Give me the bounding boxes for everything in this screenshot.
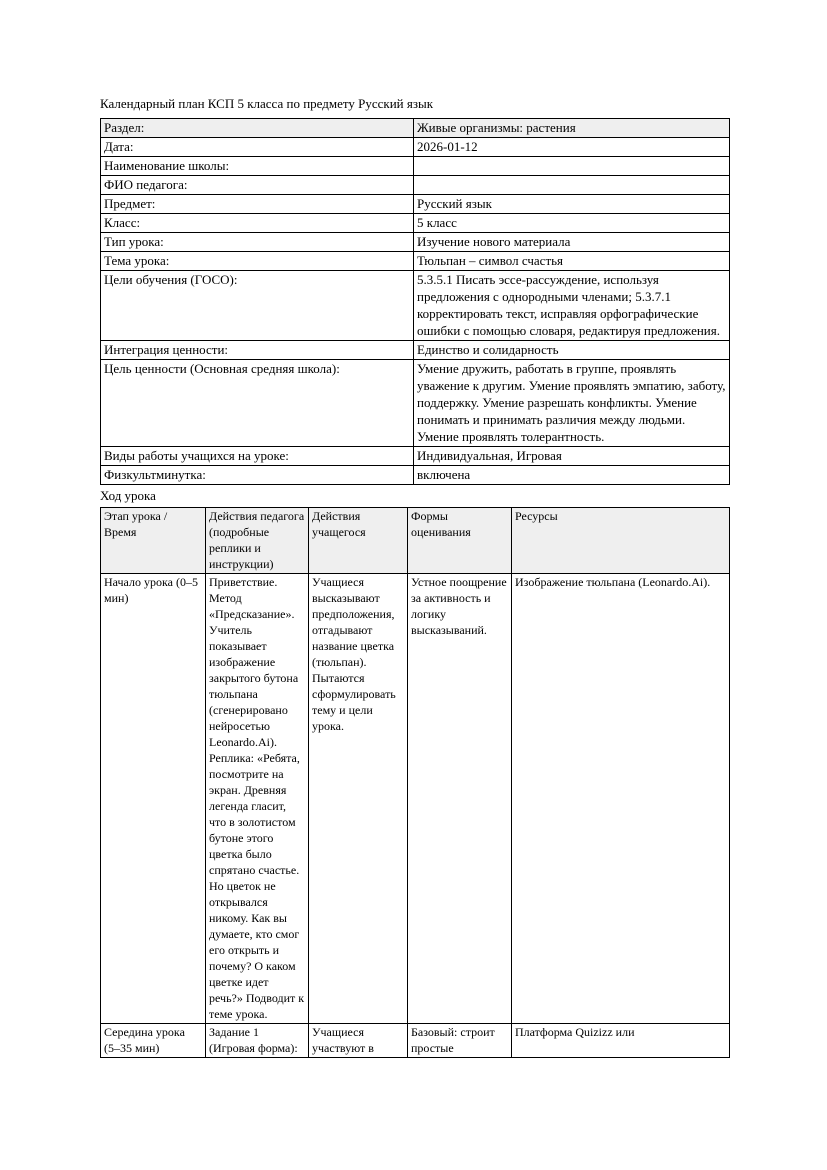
- info-label-cell: Физкультминутка:: [101, 466, 414, 485]
- info-label-cell: Цель ценности (Основная средняя школа):: [101, 360, 414, 447]
- plan-table-head: [101, 508, 730, 574]
- info-value-cell: Живые организмы: растения: [414, 119, 730, 138]
- info-table-row: [101, 466, 730, 485]
- plan-cell: Начало урока (0–5 мин): [101, 574, 206, 1024]
- plan-cell-clipped-text: Задание 1 (Игровая форма):: [209, 1025, 298, 1055]
- plan-cell-clipped-text: Базовый: строит простые: [411, 1025, 495, 1055]
- plan-cell: Устное поощрение за активность и логику высказываний.: [408, 574, 512, 1024]
- plan-header-row: [101, 508, 730, 574]
- info-label-cell: Интеграция ценности:: [101, 341, 414, 360]
- info-table-row: [101, 271, 730, 341]
- info-table-row: [101, 233, 730, 252]
- info-label-cell: Предмет:: [101, 195, 414, 214]
- plan-cell: [206, 1024, 309, 1058]
- info-value-cell: 2026-01-12: [414, 138, 730, 157]
- info-label-cell: Наименование школы:: [101, 157, 414, 176]
- info-value-cell: [414, 157, 730, 176]
- lesson-info-table: [100, 118, 730, 485]
- info-label-cell: Дата:: [101, 138, 414, 157]
- info-table-row: [101, 119, 730, 138]
- info-table-row: [101, 252, 730, 271]
- plan-cell: [309, 1024, 408, 1058]
- plan-cell: [512, 1024, 730, 1058]
- info-label-cell: ФИО педагога:: [101, 176, 414, 195]
- plan-header-cell: Формы оценивания: [408, 508, 512, 574]
- info-label-cell: Класс:: [101, 214, 414, 233]
- info-label-cell: Тема урока:: [101, 252, 414, 271]
- plan-cell: Учащиеся высказывают предположения, отгадывают название цветка (тюльпан). Пытаются сформулировать тему и цели урока.: [309, 574, 408, 1024]
- info-table-row: [101, 447, 730, 466]
- info-table-row: [101, 195, 730, 214]
- plan-cell: [408, 1024, 512, 1058]
- plan-cell: [101, 1024, 206, 1058]
- plan-table-row: [101, 1024, 730, 1058]
- info-value-cell: Тюльпан – символ счастья: [414, 252, 730, 271]
- info-value-cell: 5 класс: [414, 214, 730, 233]
- info-value-cell: Индивидуальная, Игровая: [414, 447, 730, 466]
- info-table-row: [101, 214, 730, 233]
- info-label-cell: Тип урока:: [101, 233, 414, 252]
- info-value-cell: Изучение нового материала: [414, 233, 730, 252]
- info-table-row: [101, 176, 730, 195]
- document-page: [100, 96, 729, 1058]
- info-label-cell: Цели обучения (ГОСО):: [101, 271, 414, 341]
- info-value-cell: 5.3.5.1 Писать эссе-рассуждение, используя предложения с однородными членами; 5.3.7.1 корректировать текст, исправляя орфографические ошибки с помощью словаря, редактируя предложения.: [414, 271, 730, 341]
- info-table-row: [101, 138, 730, 157]
- plan-header-cell: Действия педагога (подробные реплики и инструкции): [206, 508, 309, 574]
- plan-header-cell: Действия учащегося: [309, 508, 408, 574]
- info-value-cell: включена: [414, 466, 730, 485]
- plan-header-cell: Этап урока / Время: [101, 508, 206, 574]
- plan-cell: Приветствие. Метод «Предсказание». Учитель показывает изображение закрытого бутона тюльпана (сгенерировано нейросетью Leonardo.Ai). Реплика: «Ребята, посмотрите на экран. Древняя легенда гласит, что в золотистом бутоне этого цветка было спрятано счастье. Но цветок не открывался никому. Как вы думаете, кто смог его открыть и почему? О каком цветке идет речь?» Подводит к теме урока.: [206, 574, 309, 1024]
- info-table-row: [101, 157, 730, 176]
- plan-header-cell: Ресурсы: [512, 508, 730, 574]
- plan-cell: Изображение тюльпана (Leonardo.Ai).: [512, 574, 730, 1024]
- page-title: Календарный план КСП 5 класса по предмету Русский язык: [100, 96, 434, 111]
- info-table-row: [101, 341, 730, 360]
- plan-cell-clipped-text: Платформа Quizizz или: [515, 1025, 635, 1039]
- info-label-cell: Виды работы учащихся на уроке:: [101, 447, 414, 466]
- info-value-cell: [414, 176, 730, 195]
- plan-cell-clipped-text: Середина урока (5–35 мин): [104, 1025, 185, 1055]
- info-table-row: [101, 360, 730, 447]
- info-value-cell: Умение дружить, работать в группе, проявлять уважение к другим. Умение проявлять эмпатию, заботу, поддержку. Умение разрешать конфликты. Умение понимать и принимать различия между людьми. Умение проявлять толерантность.: [414, 360, 730, 447]
- section-label: Ход урока: [100, 488, 156, 503]
- plan-cell-clipped-text: Учащиеся участвуют в: [312, 1025, 374, 1055]
- info-value-cell: Единство и солидарность: [414, 341, 730, 360]
- info-value-cell: Русский язык: [414, 195, 730, 214]
- lesson-plan-table: [100, 507, 730, 1058]
- plan-table-row: [101, 574, 730, 1024]
- info-label-cell: Раздел:: [101, 119, 414, 138]
